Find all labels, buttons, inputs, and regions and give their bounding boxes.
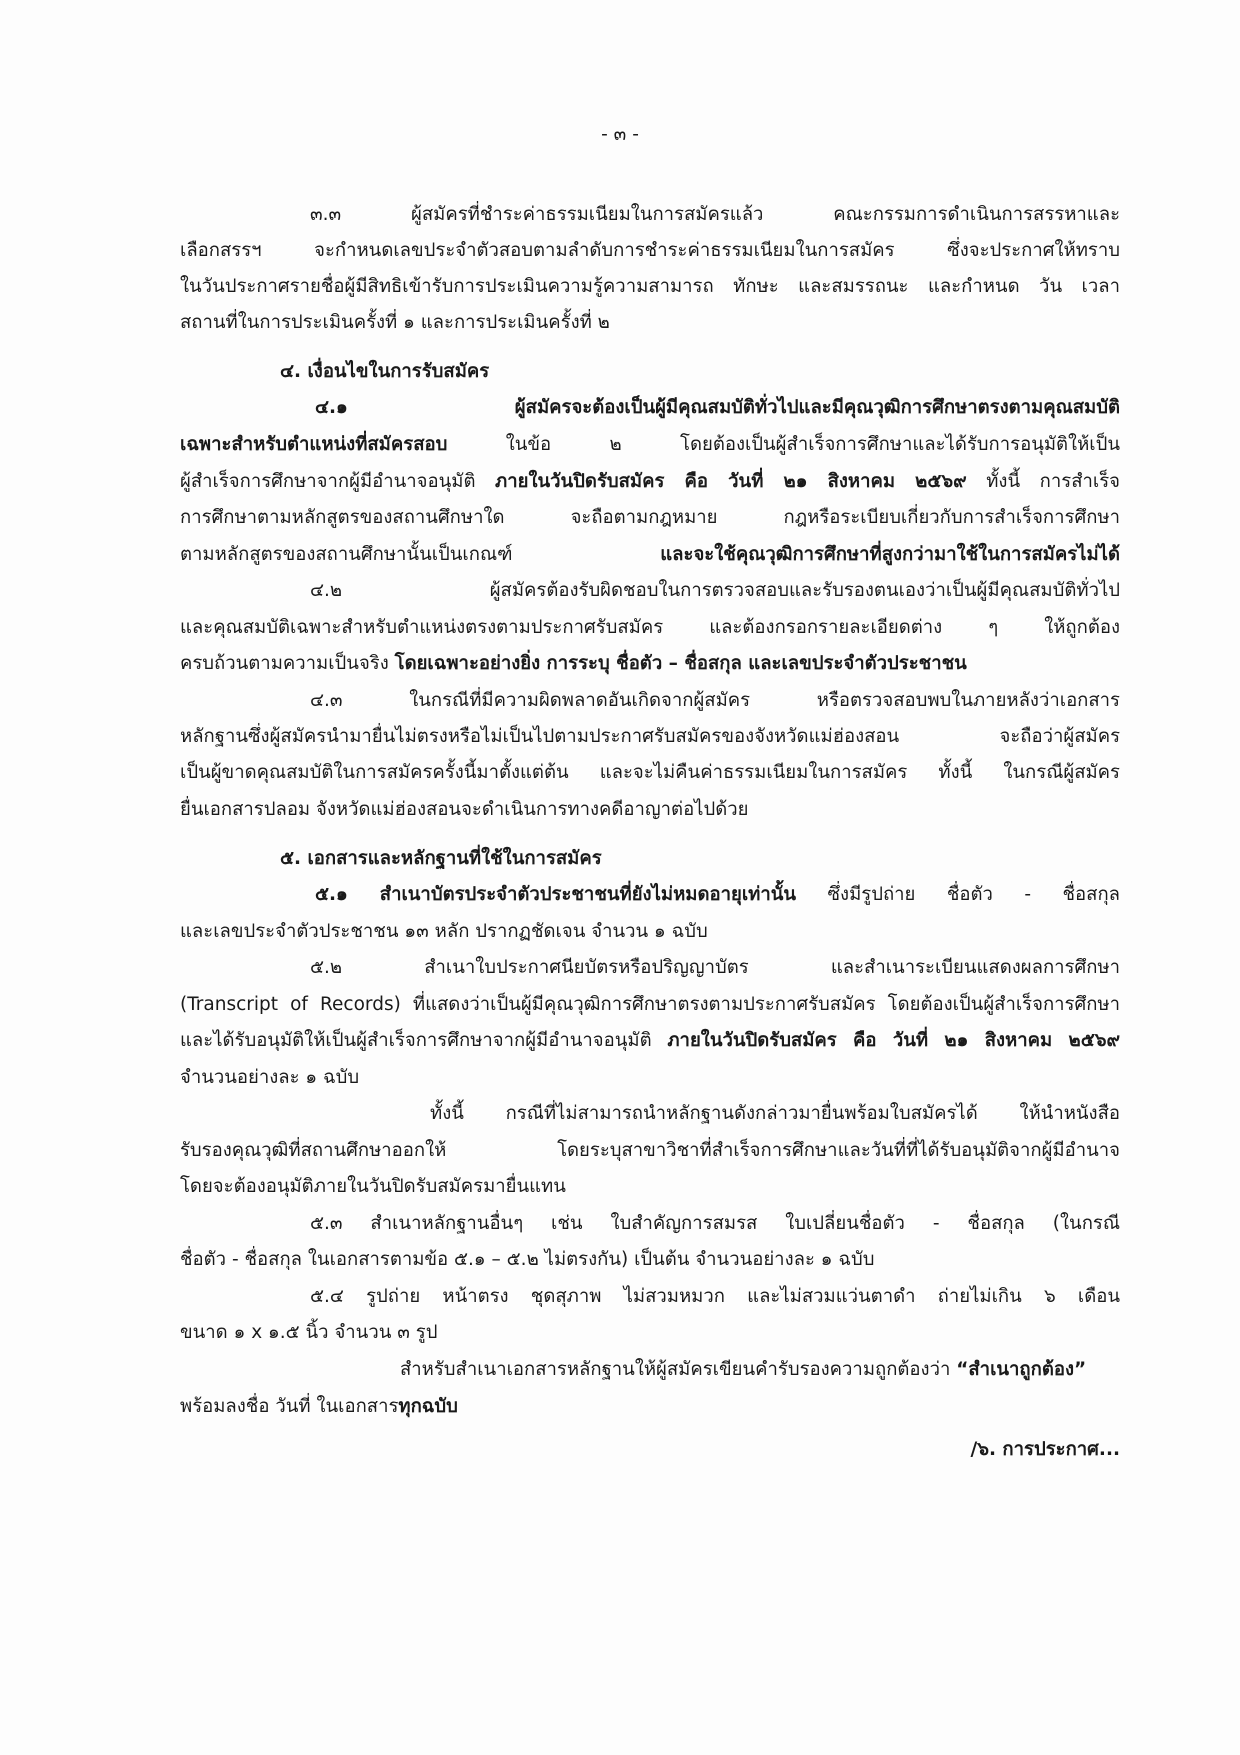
text-line-p52n-l2 [180, 1136, 1120, 1166]
text-segment: สำหรับสำเนาเอกสารหลักฐานให้ผู้สมัครเขียนคำรับรองความถูกต้องว่า [400, 1359, 957, 1380]
text-segment: “สำเนาถูกต้อง” [956, 1359, 1087, 1380]
text-line-p52-l2 [180, 990, 1120, 1020]
text-line-p41-l4 [180, 503, 1120, 533]
text-segment: เป็นผู้ขาดคุณสมบัติในการสมัครครั้งนี้มาตั้งแต่ต้น และจะไม่คืนค่าธรรมเนียมในการสมัคร ทั้งนี้ ในกรณีผู้สมัคร [180, 762, 1120, 783]
text-segment: และเลขประจำตัวประชาชน ๑๓ หลัก ปรากฏชัดเจน จำนวน ๑ ฉบับ [180, 921, 708, 942]
text-line-p51-l2 [180, 917, 1120, 947]
text-line-p43-l2 [180, 722, 1120, 752]
text-segment: พร้อมลงชื่อ วันที่ ในเอกสาร [180, 1396, 399, 1417]
text-segment: การศึกษาตามหลักสูตรของสถานศึกษาใด จะถือตามกฎหมาย กฎหรือระเบียบเกี่ยวกับการสำเร็จการศึกษา [180, 507, 1120, 528]
text-segment: ยื่นเอกสารปลอม จังหวัดแม่ฮ่องสอนจะดำเนินการทางคดีอาญาต่อไปด้วย [180, 799, 749, 820]
text-line-p52-l1 [310, 953, 1120, 983]
text-line-p52-l3 [180, 1026, 1120, 1056]
text-line-p33-l2 [180, 236, 1120, 266]
text-segment: ๓.๓ ผู้สมัครที่ชำระค่าธรรมเนียมในการสมัครแล้ว คณะกรรมการดำเนินการสรรหาและ [310, 204, 1120, 225]
text-line-p53-l1 [310, 1209, 1120, 1239]
text-segment: ในข้อ ๒ โดยต้องเป็นผู้สำเร็จการศึกษาและได้รับการอนุมัติให้เป็น [447, 434, 1120, 455]
text-segment: และคุณสมบัติเฉพาะสำหรับตำแหน่งตรงตามประกาศรับสมัคร และต้องกรอกรายละเอียดต่าง ๆ ให้ถูกต้อง [180, 617, 1120, 638]
text-segment: ในวันประกาศรายชื่อผู้มีสิทธิเข้ารับการประเมินความรู้ความสามารถ ทักษะ และสมรรถนะ และกำหนด วัน เวลา [180, 276, 1120, 297]
text-segment: โดยเฉพาะอย่างยิ่ง การระบุ ชื่อตัว – ชื่อสกุล และเลขประจำตัวประชาชน [394, 653, 967, 674]
text-segment: ซึ่งมีรูปถ่าย ชื่อตัว - ชื่อสกุล [796, 884, 1120, 905]
text-line-p53-l2 [180, 1245, 1120, 1275]
text-segment: เฉพาะสำหรับตำแหน่งที่สมัครสอบ [180, 434, 448, 455]
text-line-p54-l1 [310, 1282, 1120, 1312]
text-line-p42-l2 [180, 613, 1120, 643]
text-line-p41-l5 [180, 540, 1120, 570]
text-segment: ๕.๔ รูปถ่าย หน้าตรง ชุดสุภาพ ไม่สวมหมวก และไม่สวมแว่นตาดำ ถ่ายไม่เกิน ๖ เดือน [310, 1286, 1120, 1307]
text-line-p33-l4 [180, 308, 1120, 338]
text-segment: ๔.๒ ผู้สมัครต้องรับผิดชอบในการตรวจสอบและรับรองตนเองว่าเป็นผู้มีคุณสมบัติทั่วไป [310, 580, 1120, 601]
text-line-p52-l4 [180, 1063, 1120, 1093]
text-segment: ๔.๑ ผู้สมัครจะต้องเป็นผู้มีคุณสมบัติทั่วไปและมีคุณวุฒิการศึกษาตรงตามคุณสมบัติ [315, 397, 1120, 418]
text-line-p42-l3 [180, 649, 1120, 679]
text-segment: โดยจะต้องอนุมัติภายในวันปิดรับสมัครมายื่นแทน [180, 1176, 566, 1197]
text-line-p41-l3 [180, 467, 1120, 497]
text-line-pc-l2 [180, 1392, 1120, 1422]
continuation-note: /๖. การประกาศ... [970, 1439, 1120, 1460]
text-segment: ตามหลักสูตรของสถานศึกษานั้นเป็นเกณฑ์ [180, 544, 661, 565]
text-line-h4 [280, 357, 1120, 387]
text-line-p41-l1 [315, 393, 1120, 423]
text-segment: ภายในวันปิดรับสมัคร คือ วันที่ ๒๑ สิงหาคม ๒๕๖๙ [495, 471, 967, 492]
text-line-p42-l1 [310, 576, 1120, 606]
text-segment: ชื่อตัว - ชื่อสกุล ในเอกสารตามข้อ ๕.๑ – ๕.๒ ไม่ตรงกัน) เป็นต้น จำนวนอย่างละ ๑ ฉบับ [180, 1249, 875, 1270]
text-segment: ทั้งนี้ กรณีที่ไม่สามารถนำหลักฐานดังกล่าวมายื่นพร้อมใบสมัครได้ ให้นำหนังสือ [430, 1103, 1120, 1124]
page-number: - ๓ - [601, 124, 639, 145]
text-line-p33-l3 [180, 272, 1120, 302]
text-line-p52n-l3 [180, 1172, 1120, 1202]
text-segment: รับรองคุณวุฒิที่สถานศึกษาออกให้ โดยระบุสาขาวิชาที่สำเร็จการศึกษาและวันที่ที่ได้รับอนุมัติจากผู้มีอำนาจ [180, 1140, 1120, 1161]
text-line-p43-l1 [310, 686, 1120, 716]
text-segment: ผู้สำเร็จการศึกษาจากผู้มีอำนาจอนุมัติ [180, 471, 496, 492]
text-line-p52n-l1 [430, 1099, 1120, 1129]
text-segment: และจะใช้คุณวุฒิการศึกษาที่สูงกว่ามาใช้ในการสมัครไม่ได้ [660, 544, 1120, 565]
text-segment: ขนาด ๑ x ๑.๕ นิ้ว จำนวน ๓ รูป [180, 1322, 438, 1343]
text-line-p54-l2 [180, 1318, 1120, 1348]
text-segment: ๔. เงื่อนไขในการรับสมัคร [280, 361, 490, 382]
text-segment: (Transcript of Records) ที่แสดงว่าเป็นผู้มีคุณวุฒิการศึกษาตรงตามประกาศรับสมัคร โดยต้องเป็นผู้สำเร็จการศึกษา [180, 994, 1120, 1015]
text-segment: ครบถ้วนตามความเป็นจริง [180, 653, 395, 674]
text-segment: ทั้งนี้ การสำเร็จ [966, 471, 1120, 492]
text-segment: สถานที่ในการประเมินครั้งที่ ๑ และการประเมินครั้งที่ ๒ [180, 312, 610, 333]
text-segment: ภายในวันปิดรับสมัคร คือ วันที่ ๒๑ สิงหาคม ๒๕๖๙ [667, 1030, 1120, 1051]
text-line-p33-l1 [310, 200, 1120, 230]
text-line-p41-l2 [180, 430, 1120, 460]
text-line-p43-l4 [180, 795, 1120, 825]
text-segment: และได้รับอนุมัติให้เป็นผู้สำเร็จการศึกษาจากผู้มีอำนาจอนุมัติ [180, 1030, 668, 1051]
text-segment: จำนวนอย่างละ ๑ ฉบับ [180, 1067, 360, 1088]
text-segment: ๕.๒ สำเนาใบประกาศนียบัตรหรือปริญญาบัตร และสำเนาระเบียนแสดงผลการศึกษา [310, 957, 1120, 978]
text-segment: ทุกฉบับ [398, 1396, 458, 1417]
text-segment: ๕.๓ สำเนาหลักฐานอื่นๆ เช่น ใบสำคัญการสมรส ใบเปลี่ยนชื่อตัว - ชื่อสกุล (ในกรณี [310, 1213, 1120, 1234]
text-segment: ๔.๓ ในกรณีที่มีความผิดพลาดอันเกิดจากผู้สมัคร หรือตรวจสอบพบในภายหลังว่าเอกสาร [310, 690, 1120, 711]
text-line-h5 [280, 844, 1120, 874]
text-segment: หลักฐานซึ่งผู้สมัครนำมายื่นไม่ตรงหรือไม่เป็นไปตามประกาศรับสมัครของจังหวัดแม่ฮ่องสอน จะถือว่าผู้สมัคร [180, 726, 1120, 747]
text-line-p51-l1 [315, 880, 1120, 910]
text-segment: เลือกสรรฯ จะกำหนดเลขประจำตัวสอบตามลำดับการชำระค่าธรรมเนียมในการสมัคร ซึ่งจะประกาศให้ทราบ [180, 240, 1120, 261]
text-segment: ๕.๑ สำเนาบัตรประจำตัวประชาชนที่ยังไม่หมดอายุเท่านั้น [315, 884, 797, 905]
text-line-pc-l1 [400, 1355, 1120, 1385]
text-segment: ๕. เอกสารและหลักฐานที่ใช้ในการสมัคร [280, 848, 602, 869]
text-line-p43-l3 [180, 758, 1120, 788]
